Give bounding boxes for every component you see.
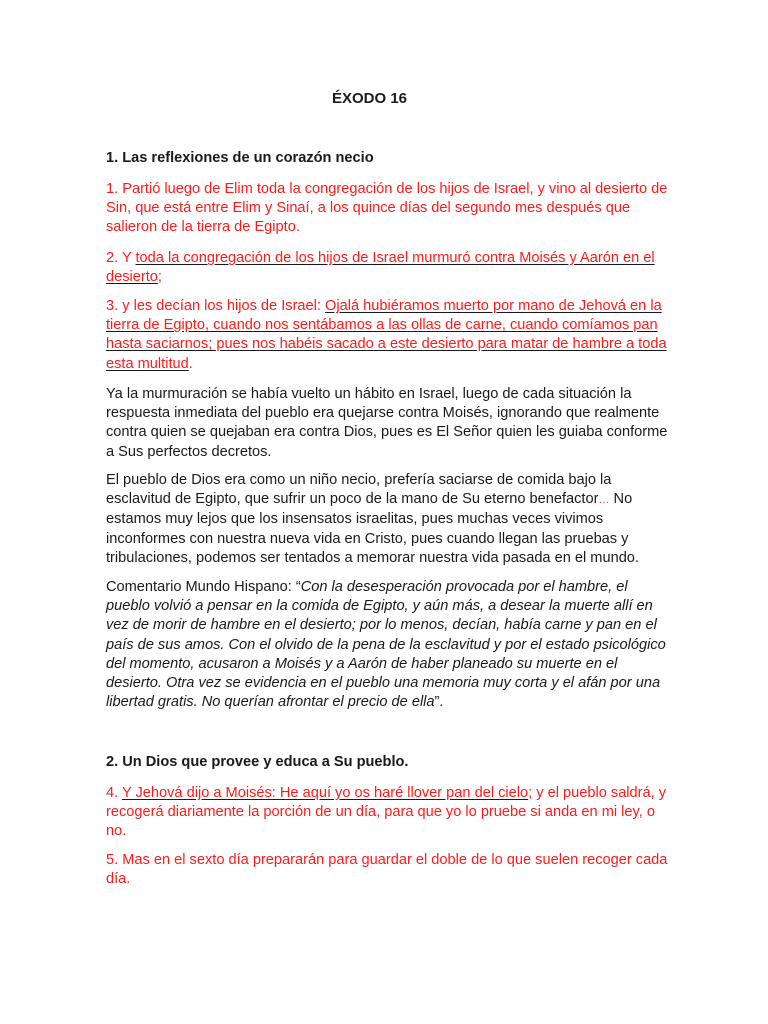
paragraph-murmuracion: Ya la murmuración se había vuelto un hábito en Israel, luego de cada situación la respuesta inmediata del pueblo era quejarse contra Moisés, ignorando que realmente contra quien se quejaban era contra Dios, pues es El Señor quien les guiaba conforme a Sus perfectos decretos.: [106, 386, 668, 460]
verse-4-underlined: Y Jehová dijo a Moisés: He aquí yo os haré llover pan del cielo: [121, 785, 529, 801]
verse-3-intro: 3. y les decían los hijos de Israel:: [106, 298, 326, 314]
verse-2-number: 2. Y: [106, 250, 136, 266]
verse-2: [106, 249, 668, 287]
paragraph-pueblo-necio: [106, 471, 668, 568]
paragraph-pueblo-necio-b: No estamos muy lejos que los insensatos israelitas, pues muchas veces vivimos inconformes con nuestra nueva vida en Cristo, pues cuando llegan las pruebas y tribulaciones, podemos ser tentados a memorar nuestra vida pasada en el mundo.: [106, 491, 639, 566]
commentary-paragraph: [106, 578, 668, 712]
verse-3-end: .: [188, 355, 193, 372]
commentary-label: Comentario Mundo Hispano: “: [106, 579, 301, 595]
paragraph-pueblo-necio-a: El pueblo de Dios era como un niño necio, prefería saciarse de comida bajo la esclavitud de Egipto, que sufrir un poco de la mano de Su eterno benefactor: [106, 472, 612, 508]
commentary-end: ”.: [434, 694, 444, 711]
verse-3: [106, 297, 668, 374]
verse-4-rest: ; y el pueblo saldrá, y recogerá diariamente la porción de un día, para que yo lo pruebe si anda en mi ley, o no.: [106, 785, 667, 840]
verse-5: 5. Mas en el sexto día prepararán para guardar el doble de lo que suelen recoger cada día.: [106, 852, 668, 888]
verse-1: 1. Partió luego de Elim toda la congregación de los hijos de Israel, y vino al desierto de Sin, que está entre Elim y Sinaí, a los quince días del segundo mes después que salieron de la tierra de Egipto.: [106, 181, 668, 236]
commentary-quote: Con la desesperación provocada por el hambre, el pueblo volvió a pensar en la comida de Egipto, y aún más, a desear la muerte allí en vez de morir de hambre en el desierto; por lo menos, decían, había carne y pan en el país de sus amos. Con el olvido de la pena de la esclavitud y por el estado psicológico del momento, acusaron a Moisés y a Aarón de haber planeado su muerte en el desierto. Otra vez se evidencia en el pueblo una memoria muy corta y el afán por una libertad gratis. No querían afrontar el precio de ella: [106, 579, 666, 711]
verse-2-underlined: toda la congregación de los hijos de Israel murmuró contra Moisés y Aarón en el desierto: [106, 250, 655, 286]
section-2-heading: 2. Un Dios que provee y educa a Su pueblo.: [106, 754, 409, 770]
verse-2-end: ;: [157, 269, 162, 286]
verse-4-number: 4.: [106, 785, 122, 801]
ellipsis: …: [598, 494, 610, 507]
page-title: ÉXODO 16: [332, 90, 408, 107]
section-1-heading: 1. Las reflexiones de un corazón necio: [106, 150, 374, 166]
verse-4: [106, 784, 668, 842]
verse-3-underlined: Ojalá hubiéramos muerto por mano de Jehová en la tierra de Egipto, cuando nos sentábamos a las ollas de carne, cuando comíamos pan hasta saciarnos; pues nos habéis sacado a este desierto para matar de hambre a toda esta multitud: [106, 298, 667, 372]
